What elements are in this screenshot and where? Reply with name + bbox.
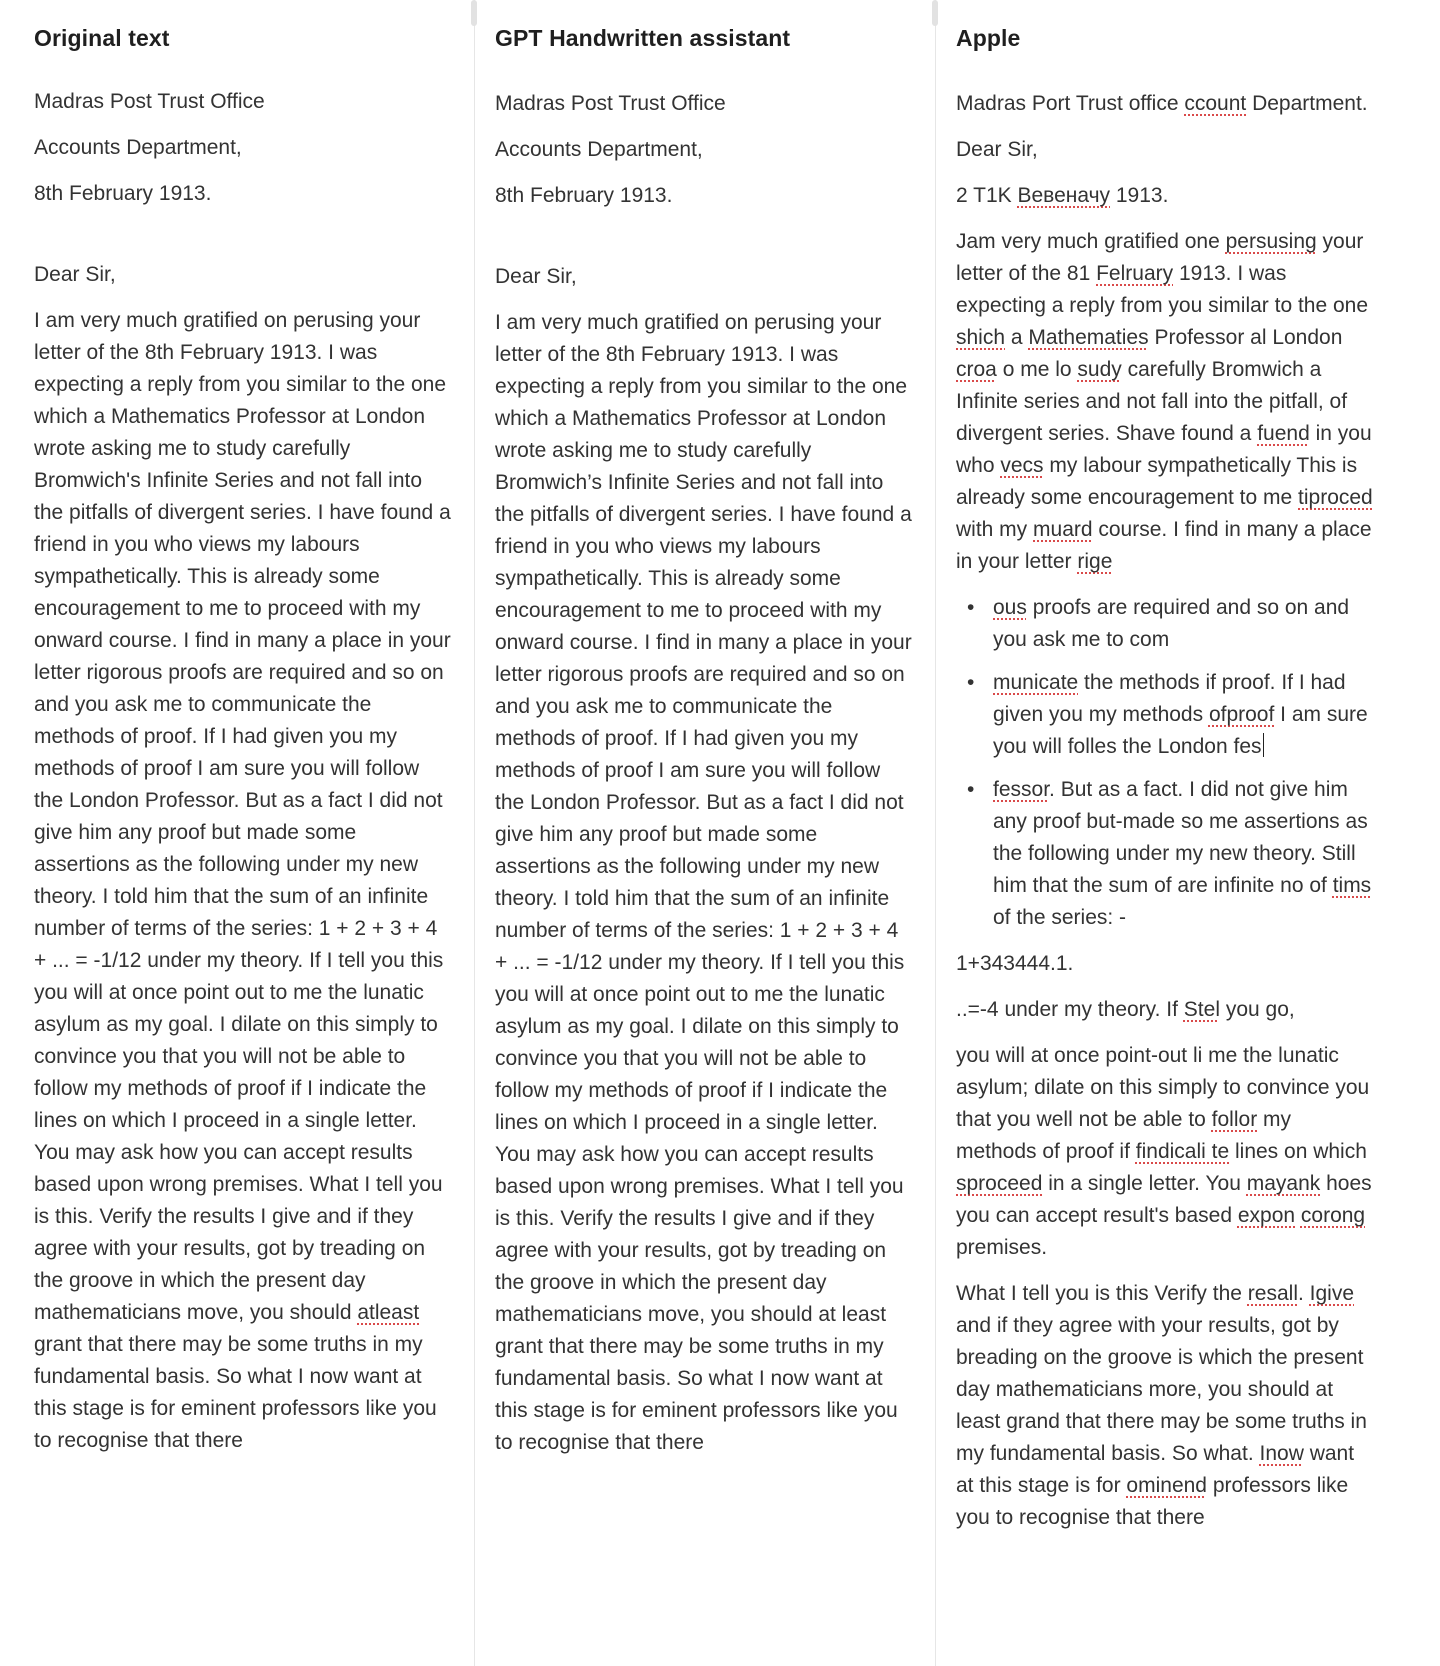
series-line: 1+343444.1.: [956, 952, 1074, 975]
body-text: of the series: -: [993, 906, 1127, 929]
flagged-word[interactable]: rige: [1077, 550, 1113, 573]
body-text: Department.: [1246, 92, 1368, 115]
letter-paragraph: [956, 1278, 1376, 1534]
flagged-word[interactable]: shich: [956, 326, 1006, 349]
flagged-word[interactable]: Inow: [1259, 1442, 1304, 1465]
flagged-word[interactable]: findicali te: [1135, 1140, 1230, 1163]
body-text: my labour sympathetically This is already some encouragement to me: [956, 454, 1363, 509]
body-text: fes: [1233, 735, 1262, 758]
bullet-item: [993, 592, 1376, 656]
flagged-word[interactable]: atleast: [357, 1301, 420, 1324]
flagged-word[interactable]: mayank: [1246, 1172, 1321, 1195]
gpt-handwritten-column: [495, 0, 918, 1666]
flagged-word[interactable]: expon: [1237, 1204, 1296, 1227]
flagged-word[interactable]: corong: [1300, 1204, 1366, 1227]
flagged-word[interactable]: ominend: [1126, 1474, 1207, 1497]
body-text: professors like you to recognise that there: [956, 1474, 1355, 1529]
flagged-word[interactable]: ous: [993, 596, 1027, 619]
body-text: 1913.: [1110, 184, 1169, 207]
body-text: hoes you can accept result's based: [956, 1172, 1378, 1227]
original-text-column: [34, 0, 457, 1666]
body-text: I am very much gratified on perusing your letter of the 8th February 1913. I was expecting a reply from you similar to the one which a Mathematics Professor at London wrote asking me to study carefully Bromwich's Infinite Series and not fall into the pitfalls of divergent series. I have found a friend in you who views my labours sympathetically. This is already some encouragement to me to proceed with my onward course. I find in many a place in your letter rigorous proofs are required and so on and you ask me to communicate the methods of proof. If I had given you my methods of proof I am sure you will follow the London Professor. But as a fact I did not give him any proof but made some assertions as the following under my new theory. I told him that the sum of an infinite number of terms of the series: 1 + 2 + 3 + 4 + ... = -1/12 under my theory. If I tell you this you will at once point out to me the lunatic asylum as my goal. I dilate on this simply to convince you that you will not be able to follow my methods of proof if I indicate the lines on which I proceed in a single letter. You may ask how you can accept results based upon wrong premises. What I tell you is this. Verify the results I give and if they agree with your results, got by treading on the groove in which the present day mathematicians move, you should: [34, 309, 457, 1324]
flagged-word[interactable]: ofproof: [1208, 703, 1275, 726]
letter-paragraph: [956, 226, 1379, 578]
salutation: Dear Sir,: [956, 138, 1038, 161]
column-title: Apple: [956, 25, 1021, 51]
bullet-item: [993, 667, 1376, 763]
column-title: Original text: [34, 25, 170, 51]
body-text: 1913. I was expecting a reply from you similar to the one: [956, 262, 1374, 317]
column-body[interactable]: [495, 88, 918, 1459]
flagged-word[interactable]: sproceed: [956, 1172, 1043, 1195]
body-text: Madras Port Trust office: [956, 92, 1185, 115]
body-text: grant that there may be some truths in my fundamental basis. So what I now want at this stage is for eminent professors like you to recognise that there: [34, 1301, 443, 1452]
flagged-word[interactable]: vecs: [1000, 454, 1044, 477]
header-line: Accounts Department,: [34, 136, 242, 159]
body-text: want at this stage is for: [956, 1442, 1360, 1497]
body-text: o me lo: [996, 358, 1078, 381]
header-line: Madras Post Trust Office: [34, 90, 265, 113]
address-paragraph: [956, 88, 1376, 120]
flagged-word[interactable]: resall: [1247, 1282, 1298, 1305]
header-line: Madras Post Trust Office: [495, 92, 726, 115]
flagged-word[interactable]: Igive: [1309, 1282, 1355, 1305]
column-resize-handle[interactable]: [932, 0, 938, 26]
flagged-word[interactable]: Mathematies: [1028, 326, 1149, 349]
apple-column: [956, 0, 1379, 1666]
column-divider: [474, 0, 475, 1666]
salutation: Dear Sir,: [495, 265, 577, 288]
body-text: you go,: [1219, 998, 1295, 1021]
column-title: GPT Handwritten assistant: [495, 25, 791, 51]
body-text: What I tell you is this Verify the: [956, 1282, 1248, 1305]
flagged-word[interactable]: croa: [956, 358, 997, 381]
body-text: premises.: [956, 1204, 1371, 1259]
column-body[interactable]: [956, 88, 1379, 1534]
flagged-word[interactable]: sudy: [1077, 358, 1122, 381]
theory-line: [956, 994, 1376, 1026]
column-divider: [935, 0, 936, 1666]
body-text: ..=-4 under my theory. If: [956, 998, 1184, 1021]
column-body[interactable]: [34, 86, 457, 1457]
body-text: the methods if proof. If I had given you my methods: [993, 671, 1346, 726]
body-text: a: [1005, 326, 1029, 349]
letter-paragraph: [956, 1040, 1376, 1264]
body-text: in a single letter. You: [1042, 1172, 1247, 1195]
flagged-word[interactable]: persusing: [1225, 230, 1317, 253]
body-text: and if they agree with your results, got by breading on the groove is which the present day mathematicians more, you should at least grand that there may be some truths in my fundamental basis. So what.: [956, 1282, 1373, 1465]
bullet-list: [956, 592, 1376, 934]
flagged-word[interactable]: Вевеначу: [1017, 184, 1111, 207]
flagged-word[interactable]: Felruary: [1096, 262, 1174, 285]
header-line: Accounts Department,: [495, 138, 703, 161]
text-caret: [1263, 733, 1265, 757]
header-line: 8th February 1913.: [495, 184, 673, 207]
salutation: Dear Sir,: [34, 263, 116, 286]
body-text: my methods of proof if: [956, 1108, 1297, 1163]
body-text: .: [1297, 1282, 1310, 1305]
letter-body: [34, 305, 457, 1457]
body-text: 2 T1K: [956, 184, 1018, 207]
flagged-word[interactable]: tiproced: [1298, 486, 1373, 509]
body-text: . But as a fact. I did not give him any proof but-made so me assertions as the following under my new theory. Still him that the sum of are infinite no of: [993, 778, 1368, 897]
body-text: you will at once point-out li me the lunatic asylum; dilate on this simply to convince you that you well not be able to: [956, 1044, 1376, 1131]
body-text: course. I find in many a place in your letter: [956, 518, 1378, 573]
body-text: Jam very much gratified one: [956, 230, 1226, 253]
body-text: lines on which: [1229, 1140, 1373, 1163]
flagged-word[interactable]: Stel: [1183, 998, 1220, 1021]
body-text: carefully Bromwich a Infinite series and not fall into the pitfall, of divergent series. Shave found a: [956, 358, 1353, 445]
body-text: your letter of the 81: [956, 230, 1370, 285]
column-resize-handle[interactable]: [471, 0, 477, 26]
body-text: I am sure you will folles the London: [993, 703, 1368, 758]
flagged-word[interactable]: tims: [1332, 874, 1372, 897]
body-text: proofs are required and so on and you ask me to com: [993, 596, 1350, 651]
date-line: [956, 180, 1376, 212]
flagged-word[interactable]: ccount: [1184, 92, 1247, 115]
flagged-word[interactable]: fessor: [993, 778, 1050, 801]
flagged-word[interactable]: fuend: [1257, 422, 1310, 445]
flagged-word[interactable]: municate: [993, 671, 1079, 694]
body-text: with my: [956, 486, 1379, 541]
flagged-word[interactable]: follor: [1211, 1108, 1258, 1131]
letter-body: I am very much gratified on perusing your letter of the 8th February 1913. I was expecting a reply from you similar to the one which a Mathematics Professor at London wrote asking me to study carefully Bromwich’s Infinite Series and not fall into the pitfalls of divergent series. I have found a friend in you who views my labours sympathetically. This is already some encouragement to me to proceed with my onward course. I find in many a place in your letter rigorous proofs are required and so on and you ask me to communicate the methods of proof. If I had given you my methods of proof I am sure you will follow the London Professor. But as a fact I did not give him any proof but made some assertions as the following under my new theory. I told him that the sum of an infinite number of terms of the series: 1 + 2 + 3 + 4 + ... = -1/12 under my theory. If I tell you this you will at once point out to me the lunatic asylum as my goal. I dilate on this simply to convince you that you will not be able to follow my methods of proof if I indicate the lines on which I proceed in a single letter. You may ask how you can accept results based upon wrong premises. What I tell you is this. Verify the results I give and if they agree with your results, got by treading on the groove in which the present day mathematicians move, you should at least grant that there may be some truths in my fundamental basis. So what I now want at this stage is for eminent professors like you to recognise that there: [495, 311, 918, 1454]
body-text: Professor al London: [1148, 326, 1349, 349]
flagged-word[interactable]: muard: [1033, 518, 1093, 541]
header-line: 8th February 1913.: [34, 182, 212, 205]
bullet-item: [993, 774, 1376, 934]
body-text: in you who: [956, 422, 1378, 477]
